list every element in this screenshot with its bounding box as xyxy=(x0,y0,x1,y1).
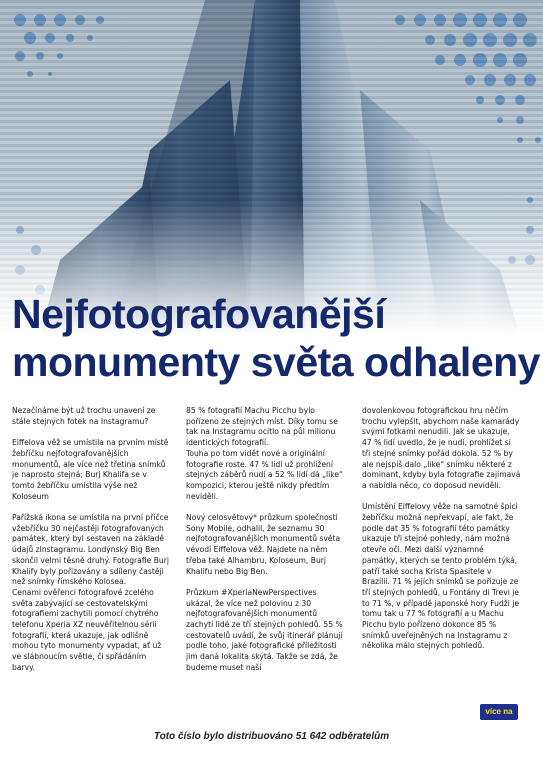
more-button[interactable]: více na xyxy=(480,704,518,720)
paragraph: Eiffelova věž se umístila na prvním místě žebříčku nejfotografovanějších monumentů, ale více než třetina snímků je naprosto stejná; Burj Khalifa se v tomto žebříčku umístila výše než Koloseum xyxy=(12,438,169,501)
distribution-footer: Toto číslo bylo distribuováno 51 642 odběratelům xyxy=(153,731,390,742)
paragraph: 85 % fotografií Machu Picchu bylo pořízeno ze stejných míst. Díky tomu se tak na Instagramu ocitlo na půl milionu identických fotografií. Touha po tom vidět nové a originální fotografie roste. 47 % lidí už prohlížení stejných záběrů nudí a 52 % lidí dá „like“ kompozici, kterou ještě nikdy předtím neviděli. xyxy=(186,406,343,501)
headline-line-2: monumenty světa odhaleny xyxy=(12,339,540,385)
article-headline xyxy=(12,290,540,386)
paragraph: Umístění Eiffelovy věže na samotné špici žebříčku možná nepřekvapí, ale fakt, že podle dat 35 % fotografií této památky ukazuje tři stejné pohledy, nám možná otevře oči. Mezi další významné památky, kterých se tento problém týká, patří také socha Krista Spasitele v Brazílii. 71 % jejích snímků se pořizuje ze tří stejných pohledů, u Fontány di Trevi je to 71 %, v případě japonské hory Fudži je tomu tak u 77 % fotografií a u Machu Picchu bylo pořízeno dokonce 85 % snímků uveřejněných na Instagramu z několika málo stejných pohledů. xyxy=(362,502,520,651)
text-column-3 xyxy=(362,406,521,663)
text-column-2 xyxy=(186,406,345,684)
headline-line-1: Nejfotografovanější xyxy=(12,291,386,337)
paragraph: Nový celosvětový* průzkum společnosti Sony Mobile, odhalil, že seznamu 30 nejfotografovanějších monumentů světa vévodí Eiffelova věž. Najdete na něm třeba také Alhambru, Koloseum, Burj Khalifu nebo Big Ben. xyxy=(186,513,341,576)
hero-image xyxy=(0,0,543,335)
paragraph: Nezačínáme být už trochu unavení ze stále stejných fotek na Instagramu? xyxy=(12,406,156,426)
text-column-1 xyxy=(12,406,171,684)
paragraph: dovolenkovou fotografickou hru něčím trochu vylepšit, abychom naše kamarády svými fotkami nenudili. Jak se ukazuje, 47 % lidí uvedlo, že je nudí, prohlížet si tři stejné snímky pořád dokola. 52 % by ale nejspíš dalo „like“ snímku některé z dominant, kdyby byla fotografie zajímavá a nabídla něco, co doposud neviděli. xyxy=(362,406,521,490)
paragraph: Průzkum #XperiaNewPerspectives ukázal, že více než polovinu z 30 nejfotografovanějších monumentů zachytí lidé ze tří stejných pohledů. 55 % cestovatelů uvádí, že svůj itinerář plánují podle toho, jaké fotografické příležitosti jim daná lokalita skýtá. Takže se zdá, že budeme muset naší xyxy=(186,587,343,672)
burj-khalifa-photo xyxy=(0,0,543,335)
paragraph: Pařížská ikona se umístila na první příčce vžebříčku 30 nejčastěji fotografovaných památek, který byl sestaven na základě údajů zInstagramu. Londýnský Big Ben skončil velmi těsně druhý. Fotografie Burj Khalify byly pořizovány a sdíleny častěji než snímky římského Kolosea. Cenami ověřenci fotografové zcelého světa zabývající se cestovatelskými fotografiemi zachytili pomocí chytrého telefonu Xperia XZ neuvěřitelnou sérii fotografií, která ukazuje, jak odlišně mohou tyto monumenty vypadat, ať už ve slábnoucím světle, či spřádáním barvy. xyxy=(12,513,169,672)
